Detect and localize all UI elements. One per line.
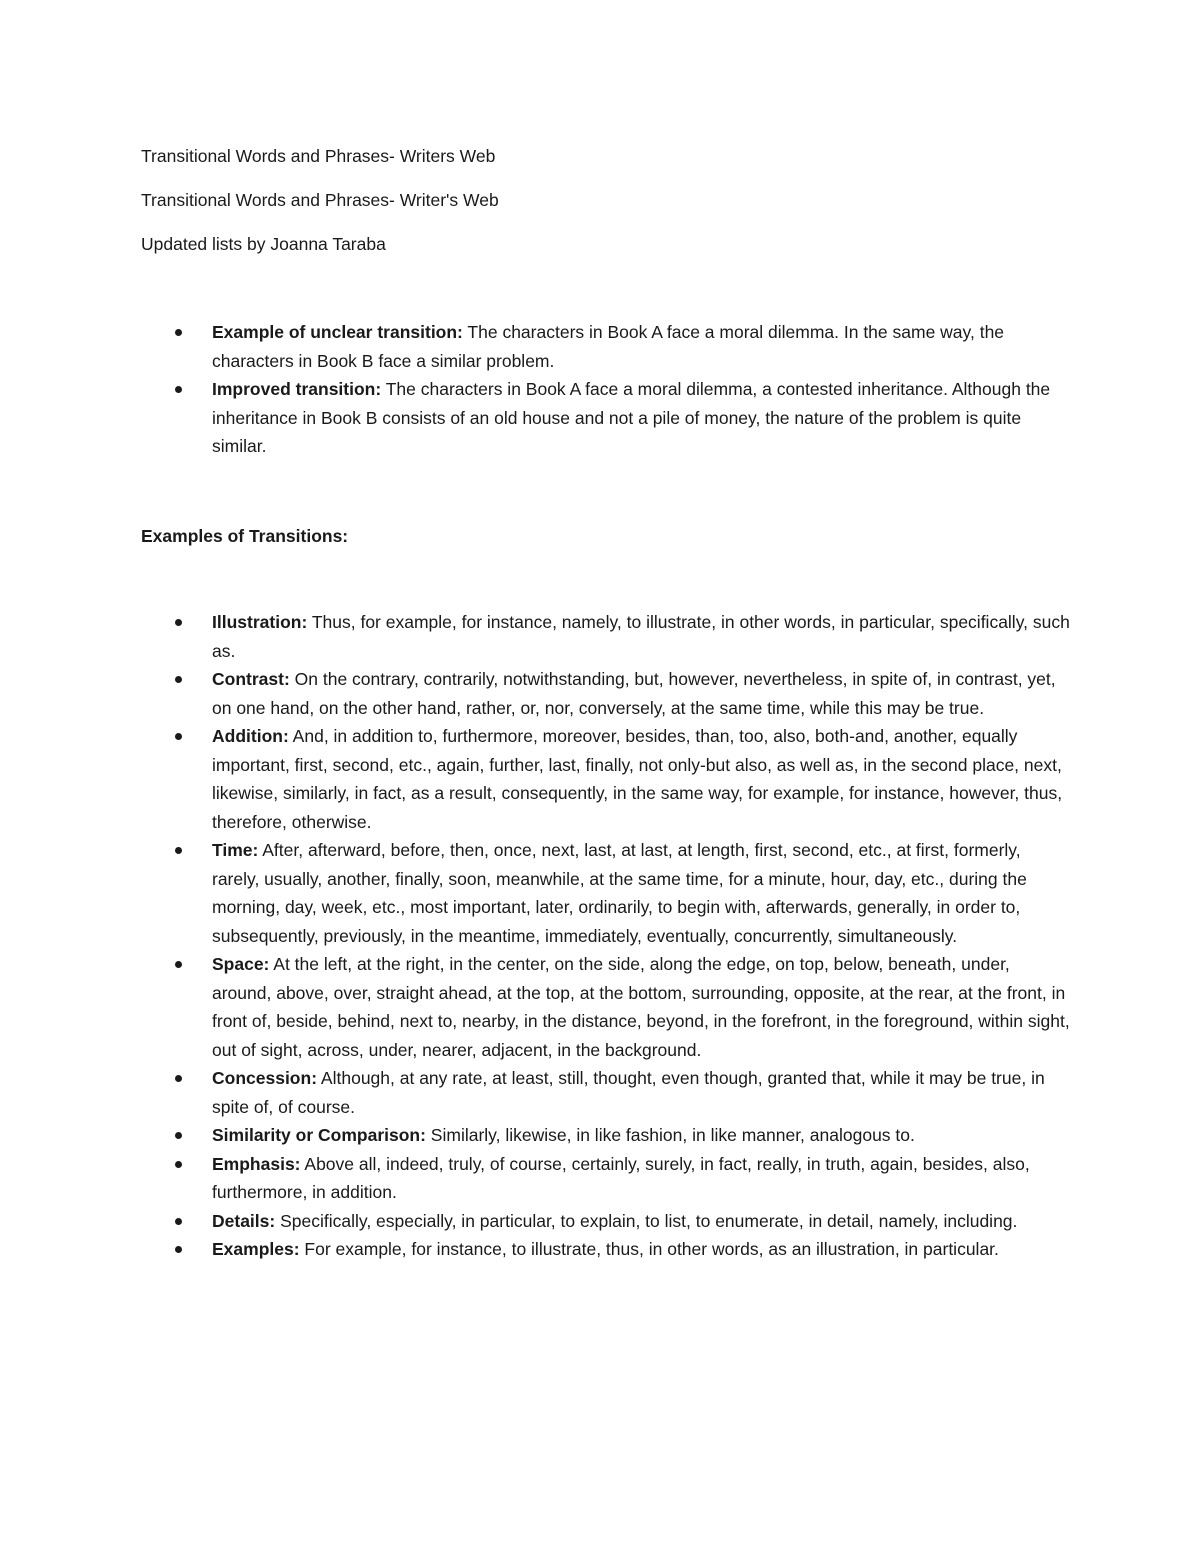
- list-item: [141, 836, 1071, 950]
- list-item: [141, 950, 1071, 1064]
- example-term: Example of unclear transition:: [212, 322, 463, 342]
- category-term: Emphasis:: [212, 1153, 301, 1174]
- category-term: Time:: [212, 840, 259, 860]
- category-text: Specifically, especially, in particular, to explain, to list, to enumerate, in detail, namely, including.: [275, 1210, 1018, 1231]
- category-text: And, in addition to, furthermore, moreover, besides, than, too, also, both-and, another, equally important, first, second, etc., again, further, last, finally, not only-but also, as well as, in the second place, next, likewise, similarly, in fact, as a result, consequently, in the same way, for example, for instance, however, thus, therefore, otherwise.: [212, 726, 1063, 832]
- list-item: [141, 1235, 1071, 1264]
- bullet-icon: [175, 1075, 182, 1082]
- bullet-icon: [175, 733, 182, 740]
- header-subtitle-line: Transitional Words and Phrases- Writer's Web: [141, 190, 499, 210]
- bullet-icon: [175, 676, 182, 683]
- intro-example-list: [141, 318, 1071, 461]
- category-term: Details:: [212, 1210, 276, 1231]
- list-item: [141, 608, 1071, 665]
- category-term: Similarity or Comparison:: [212, 1125, 426, 1145]
- category-term: Concession:: [212, 1068, 318, 1088]
- list-item: [141, 1064, 1071, 1121]
- category-text: Although, at any rate, at least, still, thought, even though, granted that, while it may be true, in spite of, of course.: [212, 1068, 1045, 1117]
- bullet-icon: [175, 386, 182, 393]
- category-text: For example, for instance, to illustrate, thus, in other words, as an illustration, in particular.: [299, 1239, 999, 1259]
- category-term: Examples:: [212, 1239, 300, 1259]
- bullet-icon: [175, 1246, 182, 1253]
- list-item: [141, 1121, 1071, 1150]
- list-item: [141, 1150, 1071, 1207]
- bullet-icon: [175, 961, 182, 968]
- example-term: Improved transition:: [212, 379, 382, 399]
- list-item: [141, 375, 1071, 461]
- list-item: [141, 1207, 1071, 1236]
- section-heading: Examples of Transitions:: [141, 526, 349, 546]
- example-text: The characters in Book A face a moral dilemma. In the same way, the characters in Book B face a similar problem.: [212, 322, 1005, 371]
- bullet-icon: [175, 1132, 182, 1139]
- category-term: Addition:: [212, 726, 289, 746]
- category-text: Similarly, likewise, in like fashion, in like manner, analogous to.: [425, 1125, 915, 1145]
- category-text: Thus, for example, for instance, namely, to illustrate, in other words, in particular, specifically, such as.: [212, 612, 1070, 661]
- transitions-list: [141, 608, 1071, 1264]
- bullet-icon: [175, 1218, 182, 1225]
- category-text: On the contrary, contrarily, notwithstanding, but, however, nevertheless, in spite of, in contrast, yet, on one hand, on the other hand, rather, or, nor, conversely, at the same time, while this may be true.: [212, 669, 1056, 718]
- category-text: After, afterward, before, then, once, next, last, at last, at length, first, second, etc., at first, formerly, rarely, usually, another, finally, soon, meanwhile, at the same time, for a minute, hour, day, etc., during the morning, day, week, etc., most important, later, ordinarily, to begin with, afterwards, generally, in order to, subsequently, previously, in the meantime, immediately, eventually, concurrently, simultaneously.: [212, 840, 1027, 946]
- list-item: [141, 318, 1071, 375]
- category-term: Space:: [212, 954, 270, 974]
- header-title-line: Transitional Words and Phrases- Writers Web: [141, 146, 496, 166]
- category-term: Illustration:: [212, 612, 308, 632]
- category-term: Contrast:: [212, 669, 290, 689]
- bullet-icon: [175, 847, 182, 854]
- example-text: The characters in Book A face a moral dilemma, a contested inheritance. Although the inheritance in Book B consists of an old house and not a pile of money, the nature of the problem is quite similar.: [212, 379, 1051, 456]
- category-text: Above all, indeed, truly, of course, certainly, surely, in fact, really, in truth, again, besides, also, furthermore, in addition.: [212, 1153, 1030, 1202]
- list-item: [141, 665, 1071, 722]
- bullet-icon: [175, 1161, 182, 1168]
- header-author-line: Updated lists by Joanna Taraba: [141, 234, 386, 254]
- category-text: At the left, at the right, in the center, on the side, along the edge, on top, below, beneath, under, around, above, over, straight ahead, at the top, at the bottom, surrounding, opposite, at the rear, at the front, in front of, beside, behind, next to, nearby, in the distance, beyond, in the forefront, in the foreground, within sight, out of sight, across, under, nearer, adjacent, in the background.: [212, 954, 1070, 1060]
- bullet-icon: [175, 619, 182, 626]
- bullet-icon: [175, 329, 182, 336]
- list-item: [141, 722, 1071, 836]
